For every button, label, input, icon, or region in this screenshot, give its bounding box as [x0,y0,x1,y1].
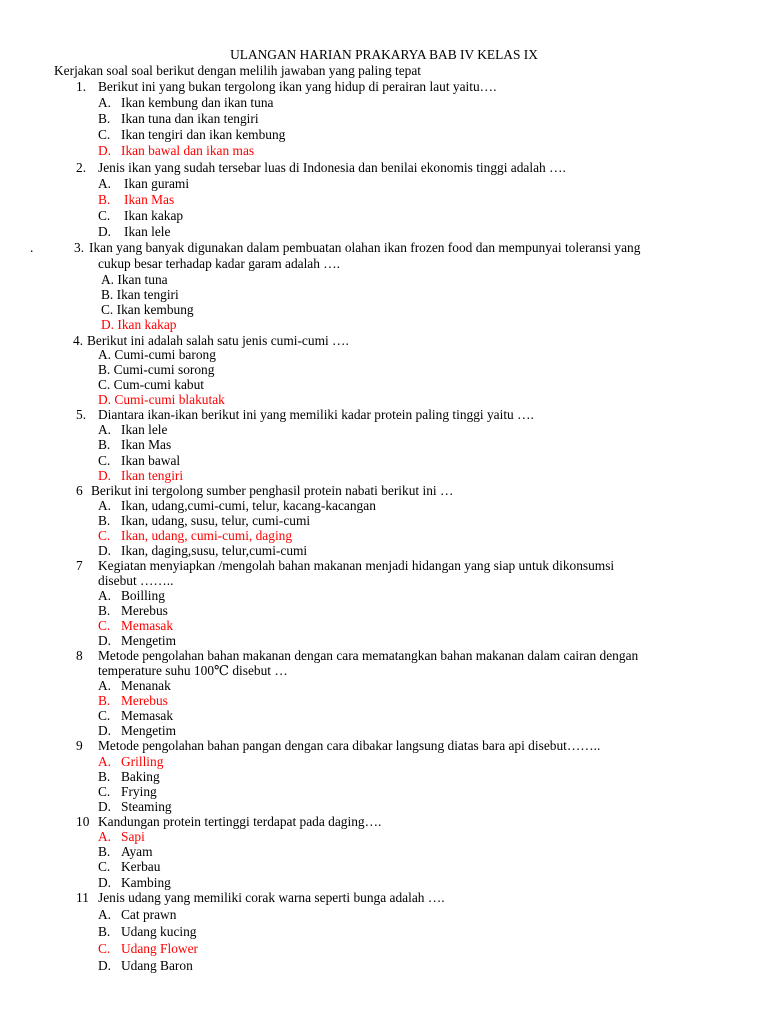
question-number: 8 [76,648,83,663]
page-title: ULANGAN HARIAN PRAKARYA BAB IV KELAS IX [230,47,538,62]
option-text: Ikan gurami [124,176,190,191]
option-text: Ikan, udang, susu, telur, cumi-cumi [121,513,311,528]
option-letter: A. [98,95,112,110]
option-letter: C. [98,784,111,799]
option-text: Boilling [121,588,165,603]
option-text: Frying [121,784,157,799]
option-letter: C. [98,708,111,723]
option-letter: C. [98,208,111,223]
option-letter: A. [98,588,112,603]
question-text: Jenis ikan yang sudah tersebar luas di Indonesia dan benilai ekonomis tinggi adalah …. [98,160,566,175]
question-number: 7 [76,558,83,573]
option-text: Ikan kakap [117,317,177,332]
option-text: Mengetim [121,633,177,648]
option-letter: B. [98,513,111,528]
option-text: Memasak [121,618,174,633]
option-text: Grilling [121,754,164,769]
option-letter: B. [98,924,111,939]
option-text: Ikan, udang, cumi-cumi, daging [121,528,293,543]
question-number: 11 [76,890,89,905]
option-text: Udang Baron [121,958,193,973]
answer-option [101,317,177,332]
option-letter: B. [101,287,114,302]
answer-option [98,392,225,407]
option-letter: D. [98,723,112,738]
option-text: Cumi-cumi barong [114,347,216,362]
option-text: Merebus [121,603,168,618]
option-text: Ikan tengiri dan ikan kembung [121,127,286,142]
option-text: Cumi-cumi blakutak [114,392,225,407]
option-letter: C. [98,528,111,543]
option-letter: A. [98,754,112,769]
option-letter: C. [98,377,111,392]
option-letter: A. [98,422,112,437]
option-letter: B. [98,844,111,859]
option-text: Ikan tuna [117,272,168,287]
option-text: Ikan kakap [124,208,184,223]
question-number: 2. [76,160,87,175]
option-letter: C. [98,127,111,142]
answer-option [101,272,168,287]
option-letter: B. [98,192,111,207]
option-text: Ayam [121,844,153,859]
option-letter: C. [98,618,111,633]
option-letter: D. [98,224,112,239]
option-letter: D. [98,468,112,483]
option-text: Ikan tengiri [121,468,184,483]
answer-option [98,362,214,377]
option-letter: B. [98,362,111,377]
question-number: 9 [76,738,83,753]
option-letter: C. [98,941,111,956]
question-text: temperature suhu 100℃ disebut … [98,663,288,678]
stray-mark: . [30,240,34,255]
answer-option [101,287,179,302]
option-letter: B. [98,111,111,126]
question-text: Jenis udang yang memiliki corak warna seperti bunga adalah …. [98,890,445,905]
question-text: cukup besar terhadap kadar garam adalah …. [98,256,341,271]
option-letter: B. [98,693,111,708]
question-number: 5. [76,407,87,422]
option-text: Merebus [121,693,168,708]
option-text: Baking [121,769,160,784]
question-text: Metode pengolahan bahan pangan dengan cara dibakar langsung diatas bara api disebut…….. [98,738,601,753]
option-letter: C. [101,302,114,317]
question-number: 6 [76,483,83,498]
option-text: Ikan Mas [121,437,172,452]
answer-option [98,377,204,392]
question-text: Berikut ini tergolong sumber penghasil protein nabati berikut ini … [91,483,454,498]
option-letter: D. [98,543,112,558]
option-text: Ikan, udang,cumi-cumi, telur, kacang-kacangan [121,498,376,513]
question-number: 1. [76,79,87,94]
option-text: Ikan bawal [121,453,181,468]
option-letter: B. [98,437,111,452]
option-letter: D. [98,633,112,648]
option-letter: A. [98,498,112,513]
option-letter: A. [98,176,112,191]
option-letter: D. [98,143,112,158]
option-letter: C. [98,453,111,468]
option-text: Cum-cumi kabut [113,377,205,392]
option-letter: D. [98,875,112,890]
option-text: Memasak [121,708,174,723]
option-text: Ikan, daging,susu, telur,cumi-cumi [121,543,308,558]
option-text: Menanak [121,678,171,693]
question-text: Berikut ini yang bukan tergolong ikan yang hidup di perairan laut yaitu…. [98,79,497,94]
option-text: Udang kucing [121,924,197,939]
question-text: Diantara ikan-ikan berikut ini yang memiliki kadar protein paling tinggi yaitu …. [98,407,534,422]
option-letter: B. [98,603,111,618]
option-letter: A. [98,347,112,362]
option-text: Udang Flower [121,941,198,956]
answer-option [101,302,194,317]
option-letter: D. [101,317,115,332]
option-text: Ikan bawal dan ikan mas [121,143,255,158]
question-text: Berikut ini adalah salah satu jenis cumi-cumi …. [87,333,349,348]
option-text: Kerbau [121,859,161,874]
option-letter: A. [98,829,112,844]
option-letter: D. [98,799,112,814]
option-text: Ikan kembung [116,302,194,317]
option-text: Ikan lele [121,422,168,437]
option-text: Mengetim [121,723,177,738]
option-letter: A. [98,678,112,693]
question-text: Kandungan protein tertinggi terdapat pada daging…. [98,814,382,829]
option-text: Ikan Mas [124,192,175,207]
option-letter: C. [98,859,111,874]
option-text: Ikan lele [124,224,171,239]
option-text: Kambing [121,875,171,890]
option-text: Steaming [121,799,172,814]
option-letter: B. [98,769,111,784]
answer-option [98,347,216,362]
option-text: Cumi-cumi sorong [113,362,215,377]
option-letter: D. [98,392,112,407]
option-text: Sapi [121,829,145,844]
option-text: Ikan tengiri [116,287,179,302]
instruction-text: Kerjakan soal soal berikut dengan melilih jawaban yang paling tepat [54,63,422,78]
option-letter: A. [101,272,115,287]
question-text: Metode pengolahan bahan makanan dengan cara mematangkan bahan makanan dalam cairan dengan [98,648,639,663]
option-text: Ikan kembung dan ikan tuna [121,95,274,110]
question-number: 10 [76,814,90,829]
question-number: 3. [74,240,85,255]
option-text: Ikan tuna dan ikan tengiri [121,111,259,126]
option-text: Cat prawn [121,907,177,922]
question-number: 4. [73,333,84,348]
question-text: Kegiatan menyiapkan /mengolah bahan makanan menjadi hidangan yang siap untuk dikonsumsi [98,558,615,573]
option-letter: D. [98,958,112,973]
option-letter: A. [98,907,112,922]
question-text: disebut …….. [98,573,174,588]
question-text: Ikan yang banyak digunakan dalam pembuatan olahan ikan frozen food dan mempunyai toleransi yang [89,240,641,255]
